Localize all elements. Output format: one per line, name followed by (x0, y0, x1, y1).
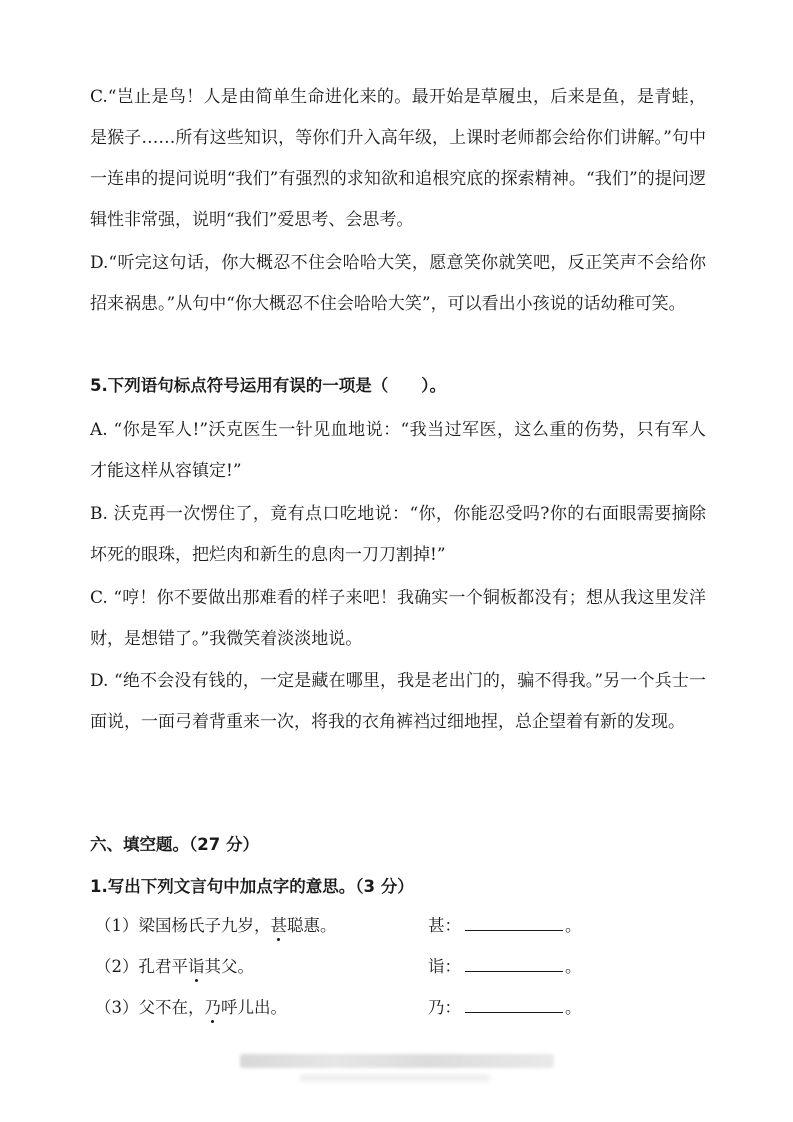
dotted-character: 诣 (188, 957, 205, 976)
q5-option-b: B. 沃克再一次愣住了，竟有点口吃地说：“你，你能忍受吗?你的右面眼需要摘除坏死的眼珠，把烂肉和新生的息肉一刀刀割掉!” (90, 504, 706, 565)
dotted-character: 甚 (270, 916, 287, 935)
answer-blank-3: 乃： 。 (428, 998, 582, 1017)
q5-option-c: C. “哼！你不要做出那难看的样子来吧！我确实一个铜板都没有；想从我这里发洋财，是想错了。”我微笑着淡淡地说。 (90, 588, 706, 649)
q4-option-c: C.“岂止是鸟！人是由简单生命进化来的。最开始是草履虫，后来是鱼，是青蛙，是猴子……所有这些知识，等你们升入高年级，上课时老师都会给你们讲解。”句中一连串的提问说明“我们”有强烈的求知欲和追根究底的探索精神。“我们”的提问逻辑性非常强，说明“我们”爱思考、会思考。 (90, 87, 706, 230)
dotted-character: 乃 (204, 998, 221, 1017)
classical-sentence-2: （2）孔君平诣其父。 (95, 957, 254, 976)
fill-in-line[interactable] (465, 996, 563, 1013)
classical-sentence-1: （1）梁国杨氏子九岁，甚聪惠。 (95, 916, 337, 935)
q5-option-a: A. “你是军人!”沃克医生一针见血地说：“我当过军医，这么重的伤势，只有军人才能这样从容镇定!” (90, 420, 706, 481)
section-6-q1-title: 1.写出下列文言句中加点字的意思。（3 分） (90, 877, 414, 896)
section-6-title: 六、填空题。（27 分） (90, 835, 259, 854)
question-5-title: 5.下列语句标点符号运用有误的一项是（ ）。 (90, 376, 446, 395)
fill-in-line[interactable] (465, 914, 563, 931)
answer-blank-2: 诣： 。 (428, 957, 582, 976)
fill-in-line[interactable] (465, 955, 563, 972)
q5-option-d: D. “绝不会没有钱的，一定是藏在哪里，我是老出门的，骗不得我。”另一个兵士一面说，一面弓着背重来一次，将我的衣角裤裆过细地捏，总企望着有新的发现。 (90, 671, 706, 732)
blurred-footer-subline (300, 1074, 490, 1082)
q4-option-d: D.“听完这句话，你大概忍不住会哈哈大笑，愿意笑你就笑吧，反正笑声不会给你招来祸患。”从句中“你大概忍不住会哈哈大笑”，可以看出小孩说的话幼稚可笑。 (90, 253, 706, 314)
classical-sentence-3: （3）父不在，乃呼儿出。 (95, 998, 287, 1017)
answer-blank-1: 甚： 。 (428, 916, 582, 935)
blurred-footer (240, 1054, 554, 1068)
